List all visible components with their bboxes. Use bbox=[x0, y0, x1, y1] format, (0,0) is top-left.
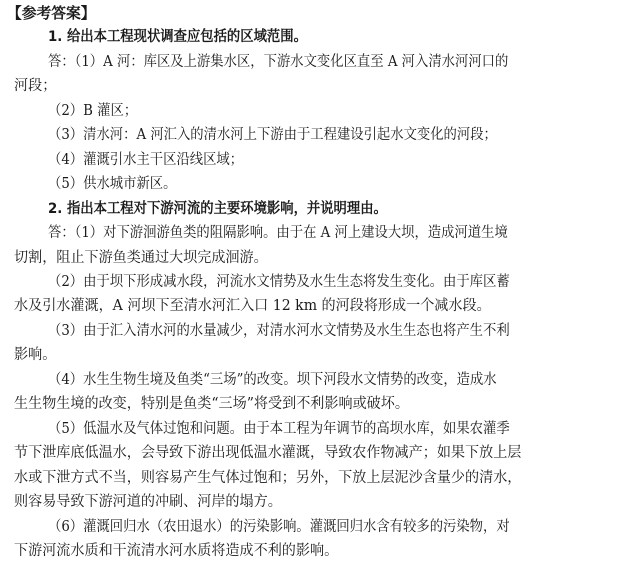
answer-2-line-4: 水及引水灌溉，A 河坝下至清水河汇入口 12 km 的河段将形成一个减水段。 bbox=[14, 298, 491, 315]
answer-heading: 【参考答案】 bbox=[7, 4, 96, 22]
answer-1-line-2: 河段； bbox=[14, 78, 57, 95]
answer-1-item-2: （2）B 灌区； bbox=[48, 102, 138, 119]
answer-2-line-3: （2）由于坝下形成减水段，河流水文情势及水生生态将发生变化。由于库区蓄 bbox=[48, 274, 510, 290]
answer-2-line-5: （3）由于汇入清水河的水量减少，对清水河水文情势及水生生态也将产生不利 bbox=[48, 322, 510, 339]
answer-2-line-1: 答：（1）对下游洄游鱼类的阻隔影响。由于在 A 河上建设大坝，造成河道生境 bbox=[48, 225, 508, 242]
answer-2-line-6: 影响。 bbox=[14, 347, 57, 364]
question-2: 2. 指出本工程对下游河流的主要环境影响，并说明理由。 bbox=[48, 200, 387, 217]
answer-1-item-3: （3）清水河：A 河汇入的清水河上下游由于工程建设引起水文变化的河段； bbox=[48, 127, 497, 144]
question-1: 1. 给出本工程现状调查应包括的区域范围。 bbox=[48, 29, 307, 46]
answer-2-line-11: 水或下泄方式不当，则容易产生气体过饱和；另外，下放上层泥沙含量少的清水， bbox=[14, 469, 522, 486]
answer-1-item-4: （4）灌溉引水主干区沿线区域； bbox=[48, 151, 244, 168]
answer-1-line-1: 答：（1）A 河：库区及上游集水区，下游水文变化区直至 A 河入清水河河口的 bbox=[48, 53, 509, 70]
answer-2-line-10: 节下泄库底低温水，会导致下游出现低温水灌溉，导致农作物减产；如果下放上层 bbox=[14, 445, 522, 462]
answer-2-line-8: 生生物生境的改变，特别是鱼类“三场”将受到不利影响或破坏。 bbox=[14, 396, 409, 413]
answer-2-line-7: （4）水生生物生境及鱼类“三场”的改变。坝下河段水文情势的改变，造成水 bbox=[48, 371, 497, 388]
answer-1-item-5: （5）供水城市新区。 bbox=[48, 176, 177, 193]
answer-2-line-14: 下游河流水质和干流清水河水质将造成不利的影响。 bbox=[14, 543, 339, 559]
answer-2-line-12: 则容易导致下游河道的冲刷、河岸的塌方。 bbox=[14, 494, 282, 511]
answer-2-line-9: （5）低温水及气体过饱和问题。由于本工程为年调节的高坝水库，如果农灌季 bbox=[48, 420, 510, 437]
answer-2-line-2: 切割，阻止下游鱼类通过大坝完成洄游。 bbox=[14, 249, 268, 266]
answer-2-line-13: （6）灌溉回归水（农田退水）的污染影响。灌溉回归水含有较多的污染物，对 bbox=[48, 518, 510, 535]
